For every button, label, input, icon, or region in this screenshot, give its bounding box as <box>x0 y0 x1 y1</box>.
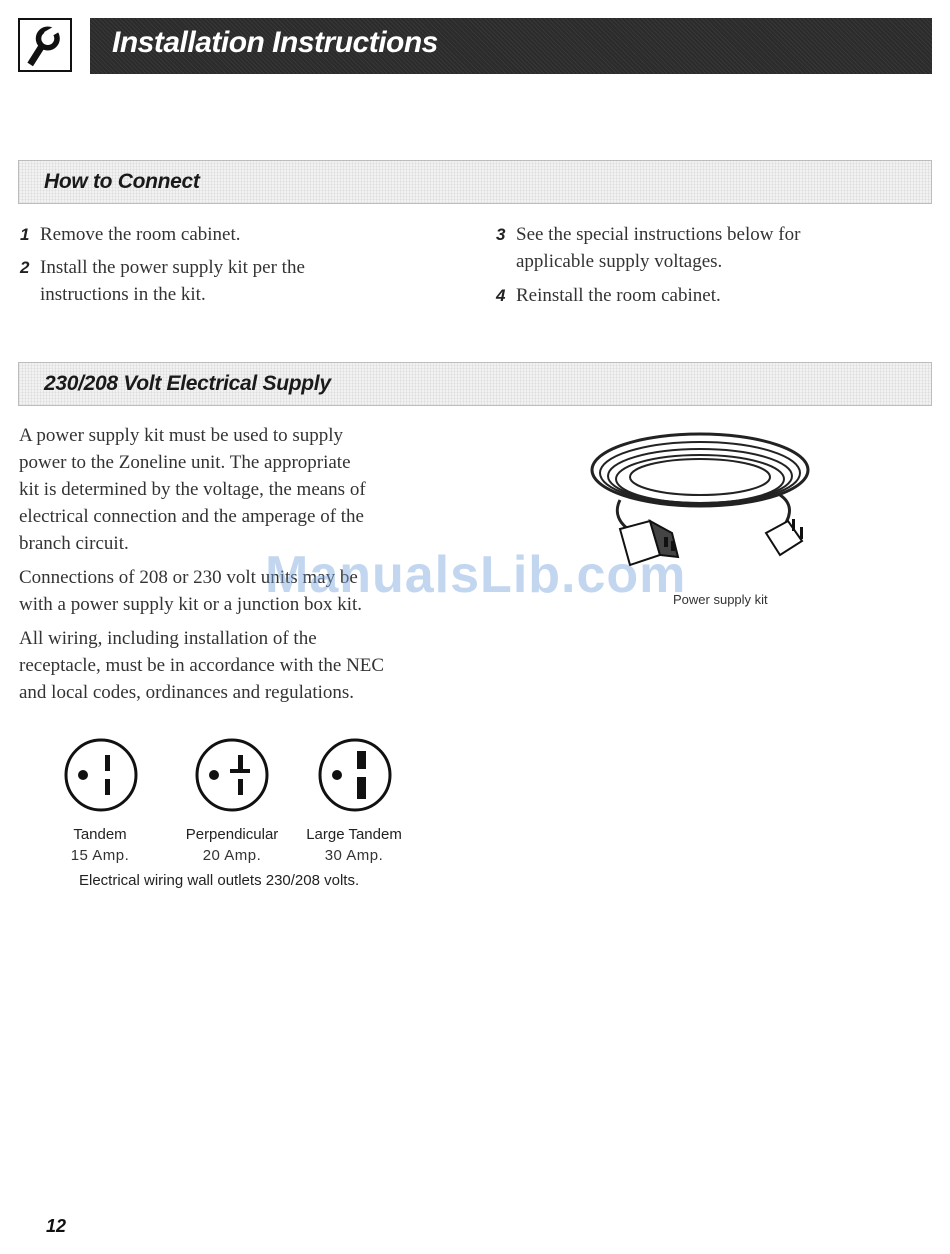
section-title: 230/208 Volt Electrical Supply <box>44 372 331 395</box>
paragraph-power-supply-kit <box>19 422 459 557</box>
outlets-caption: Electrical wiring wall outlets 230/208 volts. <box>79 872 360 889</box>
step-number: 1 <box>20 225 30 244</box>
section-title: How to Connect <box>44 170 200 193</box>
step-number: 3 <box>496 225 506 244</box>
outlet-name: Perpendicular <box>185 826 279 843</box>
outlet-amp: 20 Amp. <box>202 847 262 864</box>
text-line: power to the Zoneline unit. The appropriate <box>19 452 351 473</box>
text-line: electrical connection and the amperage of the <box>19 506 364 527</box>
text-line: kit is determined by the voltage, the means of <box>19 479 366 500</box>
perpendicular-outlet-icon <box>194 737 270 813</box>
page-title: Installation Instructions <box>112 26 438 59</box>
outlet-name: Large Tandem <box>306 826 402 843</box>
text-line: receptacle, must be in accordance with the NEC <box>19 655 385 676</box>
step-text: applicable supply voltages. <box>516 251 723 272</box>
outlet-name: Tandem <box>73 826 127 843</box>
step-number: 2 <box>20 258 30 277</box>
text-line: Connections of 208 or 230 volt units may be <box>19 567 358 588</box>
wrench-icon <box>18 18 72 72</box>
step-text: Reinstall the room cabinet. <box>516 285 721 306</box>
step-text: Remove the room cabinet. <box>40 224 241 245</box>
step-3 <box>496 221 936 277</box>
section-header-how-to-connect <box>18 160 932 204</box>
text-line: and local codes, ordinances and regulations. <box>19 682 355 703</box>
figure-caption: Power supply kit <box>673 592 768 607</box>
section-header-230-208-volt <box>18 362 932 406</box>
outlet-amp: 30 Amp. <box>324 847 384 864</box>
step-text: Install the power supply kit per the <box>40 257 305 278</box>
text-line: All wiring, including installation of the <box>19 628 317 649</box>
outlet-amp: 15 Amp. <box>70 847 130 864</box>
watermark-text: ManualsLib.com <box>265 546 687 604</box>
step-text: See the special instructions below for <box>516 224 801 245</box>
title-bar <box>90 18 932 74</box>
text-line: branch circuit. <box>19 533 129 554</box>
page-number: 12 <box>46 1216 67 1236</box>
step-1 <box>20 221 460 251</box>
text-line: with a power supply kit or a junction box kit. <box>19 594 363 615</box>
step-text: instructions in the kit. <box>40 284 206 305</box>
paragraph-wiring-codes <box>19 625 459 706</box>
large-tandem-outlet-icon <box>317 737 393 813</box>
step-4 <box>496 282 936 312</box>
step-2 <box>20 254 460 310</box>
text-line: A power supply kit must be used to supply <box>19 425 344 446</box>
tandem-outlet-icon <box>63 737 139 813</box>
step-number: 4 <box>496 286 506 305</box>
